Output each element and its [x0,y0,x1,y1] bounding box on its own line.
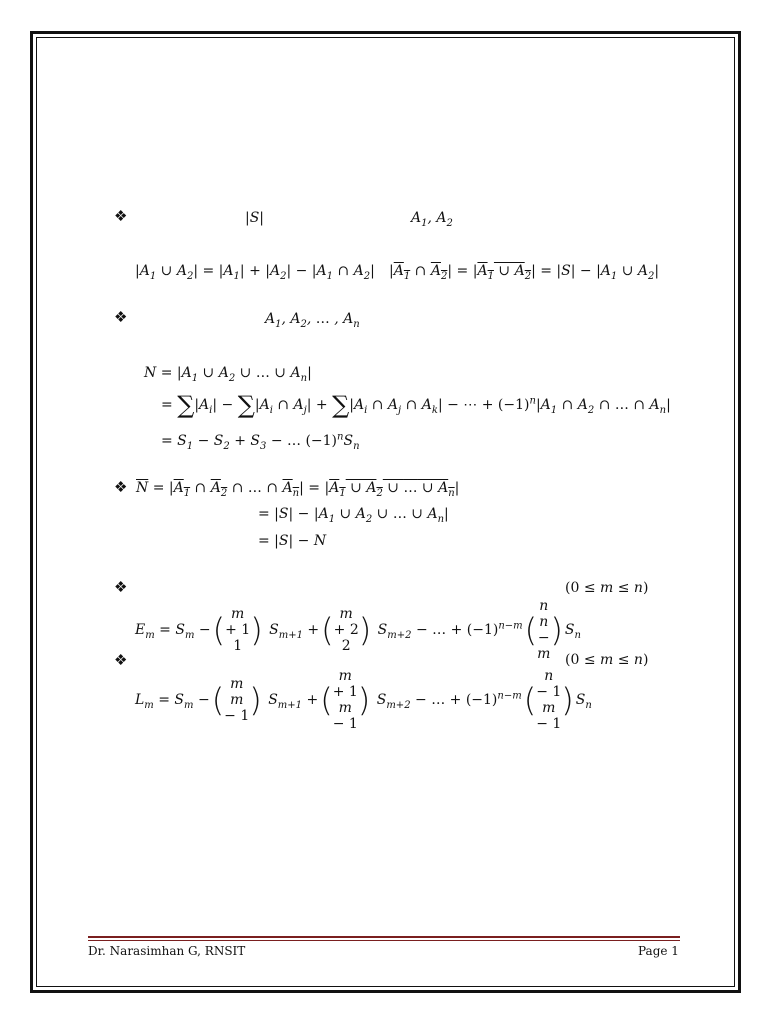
formula-s-sums: = $S_1 - S_2 + S_3$ − … $(-1)^nS_n$ [161,431,360,452]
formula-inclusion-exclusion: = $\sum|A_i| - \sum|A_i$ ∩ $A_j| + \sum|A_i$ ∩ $A_j$ ∩ $A_k|$ − ⋯ + $(-1)^n|A_1$ ∩ $A_2$ ∩ … ∩ $A_n|$ [161,391,671,419]
bullet-5: ❖ [114,651,128,669]
footer-author: Dr. Narasimhan G, RNSIT [88,944,246,958]
formula-union-two: $|A_1$ ∪ $A_2| = |A_1| + |A_2| - |A_1$ ∩ $A_2|$ [135,263,375,282]
bullet-3: ❖ [114,478,128,496]
formula-n-bar-step2: = $|S| - |A_1$ ∪ $A_2$ ∪ … ∪ $A_n|$ [258,506,449,525]
formula-l-m: $L_m = S_m$ −( m m − 1 ) $S_{m+1}$ +( m + 1 m − 1 ) $S_{m+2}$ − … + $(-1)^{n-m}$( n − 1 m − 1 ) $S_n$ [135,668,592,732]
formula-complement-two: $|A_1$ ∩ $A_2| = |A_1$ ∪ $A_2| = |S| - |A_1$ ∪ $A_2|$ [389,263,660,282]
formula-n-definition: $N = |A_1$ ∪ $A_2$ ∪ … ∪ $A_n|$ [144,365,312,384]
condition-m-range-2: (0 ≤ m ≤ n) [565,652,649,668]
condition-m-range-1: (0 ≤ m ≤ n) [565,580,649,596]
bullet-4: ❖ [114,578,128,596]
formula-e-m: $E_m = S_m$ −( m + 1 1 ) $S_{m+1}$ +( m + 2 2 ) $S_{m+2}$ − … + $(-1)^{n-m}$( n n − m ) $S_n$ [135,598,581,662]
formula-n-bar: $\overline{N} = |A_1$ ∩ $A_2$ ∩ … ∩ $A_n| = |A_1$ ∪ $A_2$ ∪ … ∪ $A_n|$ [136,480,460,499]
formula-n-bar-step3: = |S| − N [258,533,327,549]
formula-set-s: |S| [245,210,265,226]
bullet-2: ❖ [114,308,128,326]
footer-rule [88,936,680,938]
footer-rule-thin [88,940,680,941]
bullet-1: ❖ [114,207,128,225]
footer-page-number: Page 1 [638,944,679,958]
formula-a1-a2: $A_1$, $A_2$ [411,210,453,229]
formula-a1-to-an: $A_1$, $A_2$, … , $A_n$ [265,311,360,330]
